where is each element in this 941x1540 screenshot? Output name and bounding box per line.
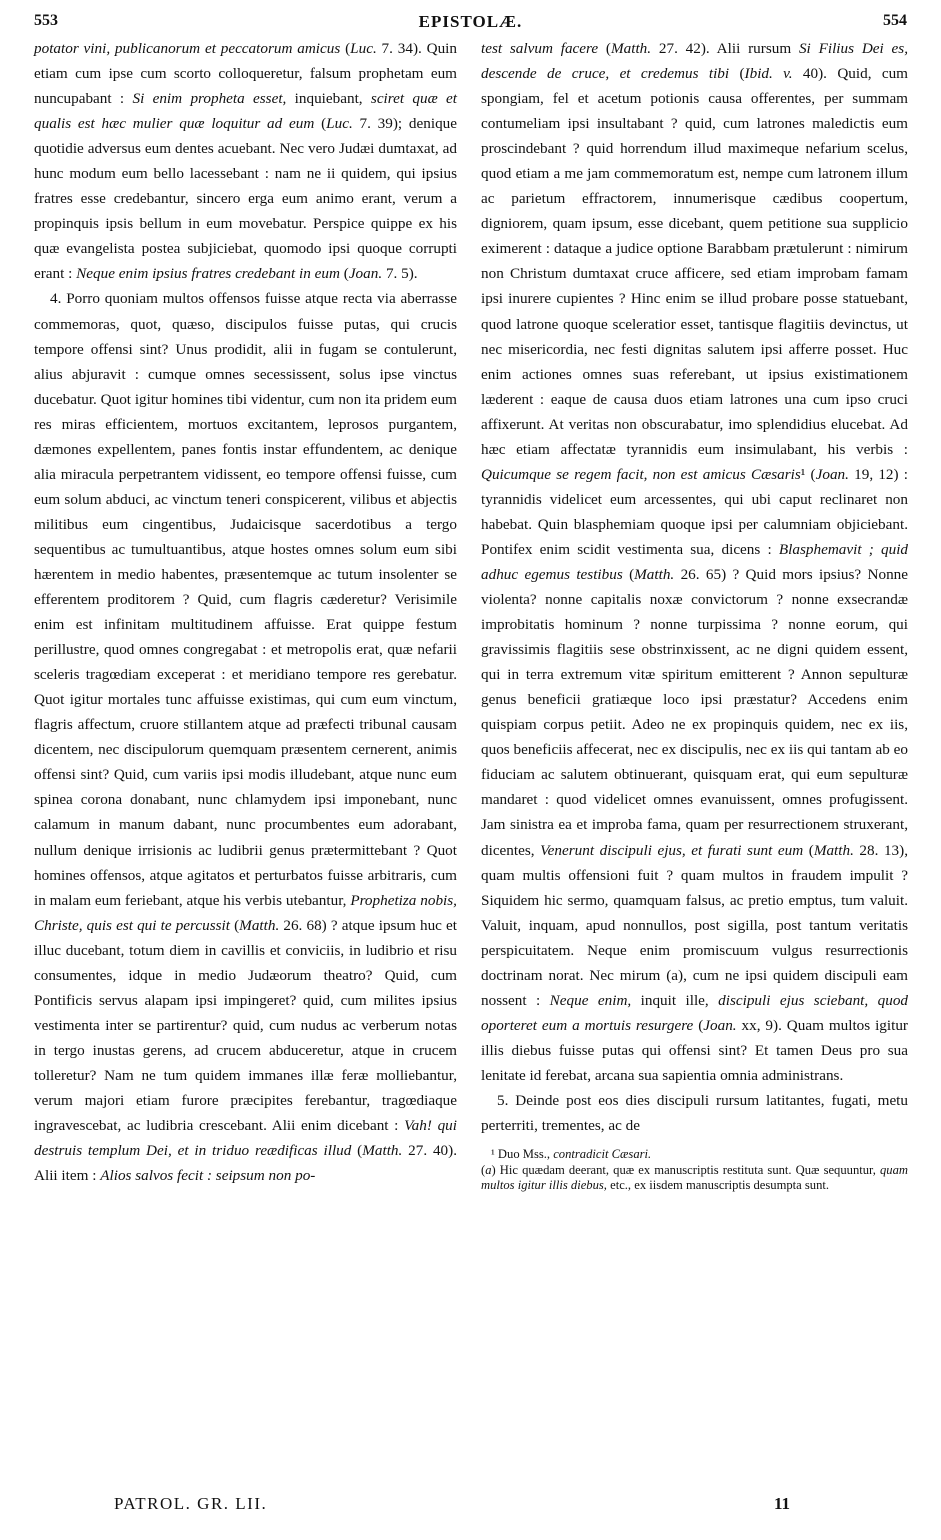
- text-run: 7. 39); denique quotidie adversus eum dentes acuebant. Nec vero Judæi dumtaxat, ad hunc modum eum bello lacessebant : nam ne ii quidem, qui ipsius fratres esse credebantur, sincero erga eum animo erant, verum a propinquis ipsis bellum in eum movebatur. Perspice quippe ex his quæ evangelista postea subjiciebat, quomodo ipsi quoque corrupti erant :: [34, 115, 457, 283]
- italic-run: Joan.: [703, 1016, 737, 1034]
- running-title: EPISTOLÆ.: [418, 12, 523, 31]
- italic-run: Joan.: [815, 465, 849, 483]
- italic-run: test salvum facere: [481, 40, 599, 57]
- italic-run: Matth.: [634, 565, 675, 583]
- text-run: (: [693, 1016, 704, 1034]
- text-run: 28. 13), quam multis offensioni fuit ? quam multos in fraudem impulit ? Siquidem hic sermo, quamquam falsus, ac pretio emptus, tum valuit. Valuit, inquam, apud nonnullos, post sigilla, post tantum veritatis perspicuitatem. Neque enim promiscuum vulgus resurrectionis doctrinam norat. Nec mirum (a), cum ne ipsi quidem discipuli eam nossent :: [481, 841, 908, 1009]
- text-run: 27. 40). Alii item :: [34, 1142, 458, 1185]
- italic-run: Prophetiza nobis, Christe, quis est qui te percussit: [34, 891, 457, 934]
- left-column: [34, 36, 457, 1188]
- text-run: 40). Quid, cum spongiam, fel et acetum potionis causa offerentes, per summam contumeliam ipsi insultabant ? quid, cum latrones maledictis eum proscindebant ? quid horrendum illud maximeque nefarium scelus, quod etiam a me jam commemoratum est, nempe cum latronem illum ac parietum effractorem, innumerisque cædibus coopertum, digniorem, quam ipsum, esse dicebant, quem petitione sua supplicio eximerent : dataque a judice optione Barabbam prætulerunt : nimirum non Christum dumtaxat cruce afficere, sed etiam improbam famam ipsi inurere cupientes ? Hinc enim se illud probare posse statuebant, quod latrone quoque sceleratior esset, tantisque flagitiis devinctus, ut nec misericordia, nec festi dignitas salutem ipsi afferre posset. Huc enim actiones omnes suas referebant, ut ipsius existimationem læderent : eaque de causa duos etiam latrones una cum ipso cruci affixerunt. At veritas non obscurabatur, imo splendidius elucebat. Ad hæc etiam affectatæ tyrannidis eum insimulabant, his verbis :: [481, 65, 908, 458]
- text-run: (: [314, 115, 327, 133]
- italic-run: potator vini, publicanorum et peccatorum amicus: [34, 40, 341, 57]
- italic-run: Matth.: [813, 841, 854, 859]
- text-run: 27. 42). Alii rursum: [651, 40, 799, 57]
- text-run: ¹ Duo Mss.,: [491, 1147, 554, 1162]
- italic-run: a: [485, 1162, 492, 1177]
- italic-run: Si Filius Dei es, descende de cruce, et credemus tibi: [481, 40, 909, 83]
- italic-run: Luc.: [326, 115, 353, 133]
- italic-run: Si enim propheta esset,: [132, 90, 287, 108]
- italic-run: Vah! qui destruis templum Dei, et in triduo reædificas illud: [34, 1117, 457, 1160]
- right-column: [481, 36, 908, 1194]
- text-run: (: [339, 265, 349, 283]
- signature-mark: PATROL. GR. LII.: [114, 1494, 268, 1513]
- text-run: (: [229, 916, 240, 934]
- italic-run: Blasphemavit ; quid adhuc egemus testibus: [481, 540, 909, 583]
- italic-run: Matth.: [362, 1142, 403, 1160]
- left-page-number: 553: [34, 12, 58, 29]
- italic-run: Luc.: [350, 40, 377, 57]
- text-run: inquiebant,: [286, 90, 371, 108]
- footnote-1: [481, 1147, 908, 1163]
- italic-run: sciret quæ et qualis est hæc mulier quæ loquitur ad eum: [34, 90, 457, 133]
- text-run: (: [803, 841, 814, 859]
- page-footer: [34, 1494, 907, 1524]
- text-run: inquit ille,: [631, 991, 719, 1009]
- text-run: ¹ (: [800, 465, 816, 483]
- italic-run: Ibid. v.: [744, 65, 793, 83]
- text-run: (: [622, 565, 635, 583]
- text-run: (: [351, 1142, 363, 1160]
- text-run: 19, 12) : tyrannidis videlicet eum arcessentes, qui ubi caput reclinaret non habebat. Quin blasphemiam quoque ipsi per calumniam objiciebant. Pontifex enim scidit vestimenta sua, dicens :: [481, 465, 909, 558]
- italic-run: Neque enim ipsius fratres credebant in eum: [76, 265, 340, 283]
- right-page-number: 554: [883, 12, 907, 29]
- right-paragraph-2: [481, 1088, 908, 1138]
- sheet-number: 11: [774, 1494, 791, 1513]
- left-paragraph-2: [34, 286, 457, 1188]
- text-run: 26. 65) ? Quid mors ipsius? Nonne violenta? nonne capitalis noxæ convictorum ? nonne exsecrandæ improbitatis hominum ? nonne turpissima ? nonne eorum, qui gravissimis flagitiis sese obstrinxissent, ac ne digni quidem essent, qui in terra extremum vitæ spiritum emitterent ? Annon sepulturæ genus beneficii gratiæque loco ipsi præstatur? Accedens enim quispiam corpus petiit. Adeo ne ex propinquis quidem, nec ex iis, quos beneficiis affecerat, nec ex discipulis, nec ex iis qui tantam ab eo fiduciam ac salutem obtinuerant, quisquam erat, qui eum sepulturæ mandaret : quod videlicet omnes evanuissent, omnes profugissent. Jam sinistra ea et improba fama, quam per resurrectionem struxerant, dicentes,: [481, 565, 908, 859]
- text-run: (: [729, 65, 745, 83]
- footnote-a: [481, 1163, 908, 1194]
- italic-run: Matth.: [611, 40, 652, 57]
- text-run: 7. 5).: [382, 265, 418, 283]
- text-run: xx, 9). Quam multos igitur illis diebus fuisse putas qui offensi sint? Et tamen Deus pro sua lenitate id ferebat, arcana sua sapientia omnia administrans.: [481, 1016, 908, 1084]
- italic-run: Venerunt discipuli ejus, et furati sunt eum: [540, 841, 804, 859]
- left-paragraph-1: [34, 36, 457, 286]
- italic-run: discipuli ejus sciebant, quod oporteret eum a mortuis resurgere: [481, 991, 909, 1034]
- text-run: etc., ex iisdem manuscriptis desumpta sunt.: [606, 1178, 830, 1193]
- text-run: 26. 68) ? atque ipsum huc et illuc ducebant, totum diem in cavillis et conviciis, in ludibrio et risu consumentes, idque in medio Judæorum theatro? Quid, cum Pontificis servus alapam ipsi impingeret? quid, cum milites ipsius vestimenta inter se partirentur? quid, cum nudus ac verberum notas in tergo inustas gerens, ad crucem abduceretur, atque in crucem tolleretur? Nam ne tum quidem immanes illæ feræ molliebantur, verum majori etiam furore præcipites ferebantur, tragœdiaque ingravescebat, ac ludibria crescebant. Alii enim dicebant :: [34, 916, 457, 1135]
- italic-run: quam multos igitur illis diebus,: [481, 1162, 908, 1193]
- italic-run: Quicumque se regem facit, non est amicus Cæsaris: [481, 465, 801, 483]
- text-run: 5. Deinde post eos dies discipuli rursum latitantes, fugati, metu perterriti, trementes, ac de: [481, 1091, 908, 1135]
- text-run: (: [340, 40, 351, 57]
- text-run: 7. 34). Quin etiam cum ipse cum scorto colloqueretur, falsum prophetam eum nuncupabant :: [34, 40, 457, 108]
- italic-run: Matth.: [239, 916, 280, 934]
- italic-run: Neque enim,: [549, 991, 632, 1009]
- text-run: (: [598, 40, 611, 57]
- text-run: ) Hic quædam deerant, quæ ex manuscriptis restituta sunt. Quæ sequuntur,: [491, 1162, 880, 1177]
- text-run: 4. Porro quoniam multos offensos fuisse atque recta via aberrasse commemoras, quot, quæso, discipulos fuisse putas, qui crucis tempore offensi sint? Unus prodidit, alii in fugam se contulerunt, alius abjuravit : cumque omnes secessissent, solus ipse vinctus ducebatur. Quot igitur homines tibi videntur, cum non ita pridem eum res miras efficientem, mortuos excitantem, leprosos purgantem, dæmones expellentem, panes fontis instar effundentem, ac denique alia miracula perpetrantem vidissent, eo tempore offensi fuisse, cum eum solum abduci, ac vinctum teneri conspicerent, vilibus et abjectis militibus eum cingentibus, Judaicisque sacerdotibus a tergo sequentibus ac tumultuantibus, atque hostes omnes solum eum sibi hærentem in medio habentes, præsentemque ac tutum insolenter se efferentem proditorem ? Quid, cum flagris cæderetur? Verisimile enim est infinitam multitudinem affuisse. Erat quippe festum perillustre, quod omnes congregabat : et metropolis erat, quæ nefarii sceleris tragœdiam exceperat : et meridiano tempore res gerebatur. Quot igitur mortales tunc affuisse existimas, qui cum eum vinctum, flagris affectum, cruore stillantem atque ad præfecti tribunal causam dicentem, nec discipulorum quemquam præsentem cernerent, animis offensi sint? Quid, cum variis ipsi modis illudebant, atque nunc eum spinea corona donabant, nunc chlamydem ipsi imponebant, nunc calamum in manum dabant, nunc procumbentes eum adorabant, nullum denique irrisionis ac ludibrii genus prætermittebant ? Quot homines offensos, atque agitatos et perturbatos fuisse arbitraris, cum in malam eum feriebant, atque his verbis utebantur,: [34, 290, 457, 909]
- italic-run: Joan.: [348, 265, 383, 283]
- page-header: [34, 8, 907, 34]
- italic-run: contradicit Cæsari.: [553, 1147, 652, 1162]
- footnotes: [481, 1144, 908, 1194]
- italic-run: Alios salvos fecit : seipsum non po-: [100, 1167, 316, 1185]
- right-paragraph-1: [481, 36, 908, 1088]
- text-run: (: [481, 1162, 486, 1177]
